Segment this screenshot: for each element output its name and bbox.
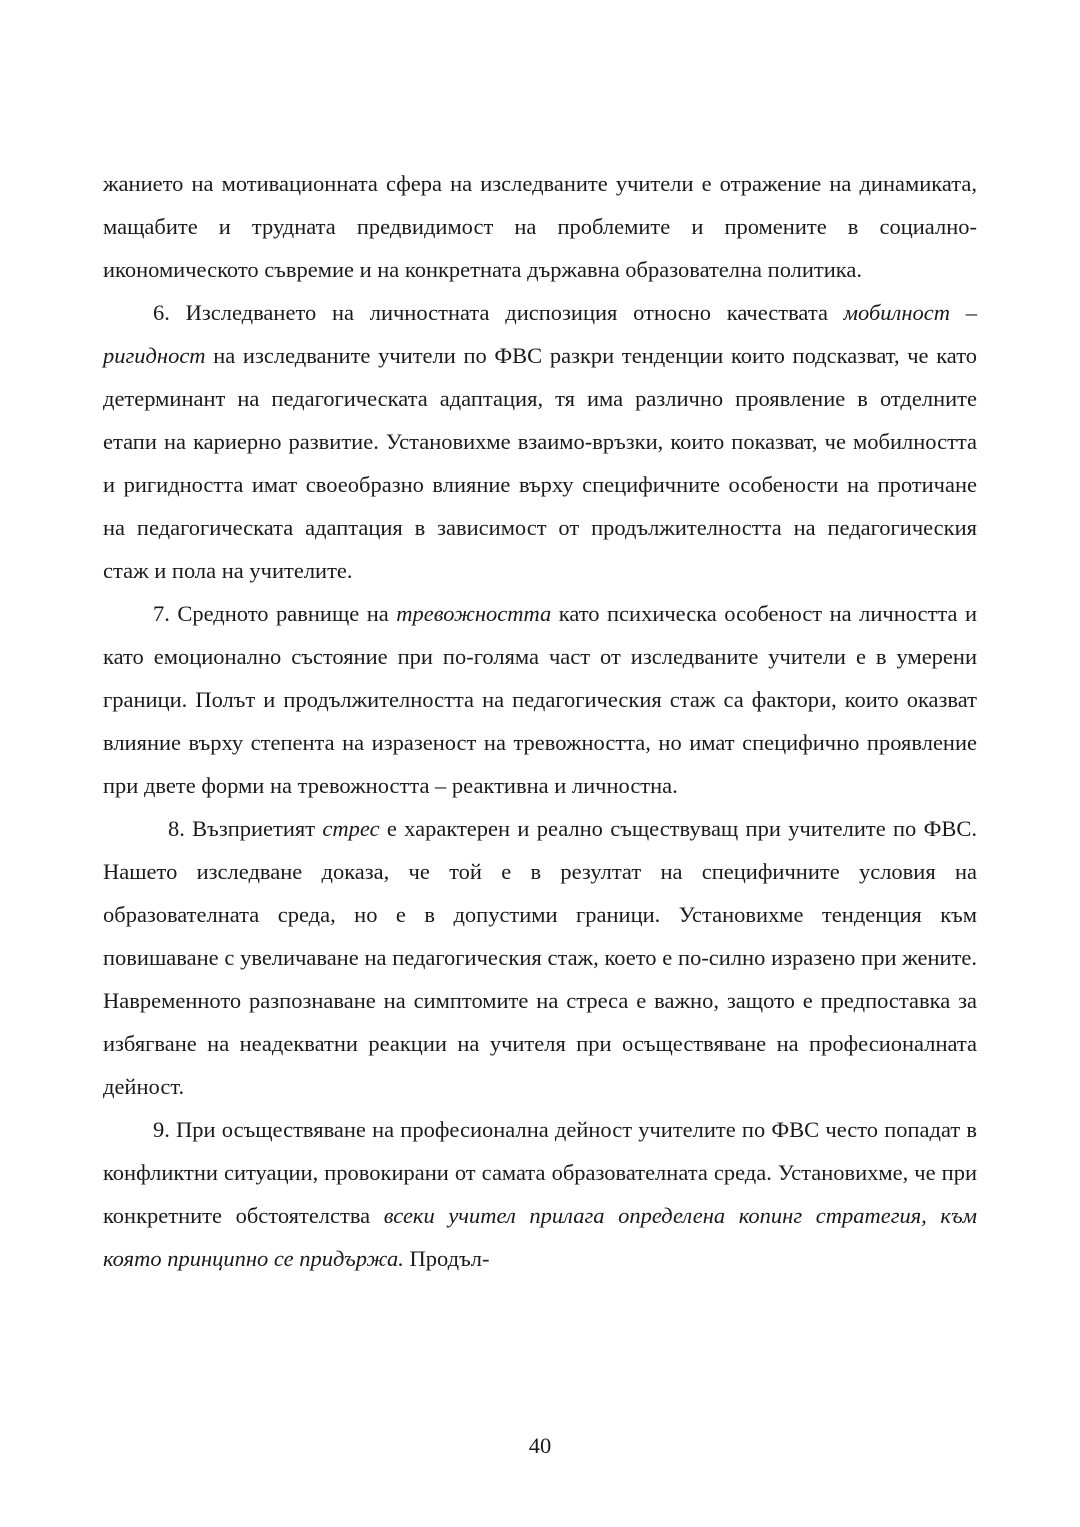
paragraph-text: е характерен и реално съществуващ при учителите по ФВС. Нашето изследване доказа, че той е в резултат на специфичните условия на образователната среда, но е в допустими граници. Установихме тенденция към повишаване с увеличаване на педагогическия стаж, което е по-силно изразено при жените. Навременното разпознаване на симптомите на стреса е важно, защото е предпоставка за избягване на неадекватни реакции на учителя при осъществяване на професионалната дейност. bbox=[103, 816, 978, 1099]
document-body bbox=[103, 162, 977, 1280]
italic-term: тревожността bbox=[396, 601, 552, 626]
paragraph-text: Продъл- bbox=[403, 1246, 490, 1271]
paragraph-5-continuation bbox=[103, 162, 977, 291]
italic-term: стрес bbox=[322, 816, 380, 841]
paragraph-6 bbox=[103, 291, 977, 592]
paragraph-text: 6. Изследването на личностната диспозиция относно качествата bbox=[153, 300, 844, 325]
paragraph-8 bbox=[103, 807, 977, 1108]
paragraph-text: 7. Средното равнище на bbox=[153, 601, 397, 626]
page-number: 40 bbox=[528, 1433, 552, 1458]
paragraph-text: 8. Възприетият bbox=[168, 816, 323, 841]
paragraph-text: 9. При осъществяване на професионална дейност учителите по ФВС често попадат в конфликтни ситуации, провокирани от самата образователната среда. Установихме, че при конкретните обстоятелства bbox=[103, 1117, 977, 1228]
paragraph-text: на изследваните учители по ФВС разкри тенденции които подсказват, че като детерминант на педагогическата адаптация, тя има различно проявление в отделните етапи на кариерно развитие. Установихме взаимо-връзки, които показват, че мобилността и ригидността имат своеобразно влияние върху специфичните особености на протичане на педагогическата адаптация в зависимост от продължителността на педагогическия стаж и пола на учителите. bbox=[103, 343, 977, 583]
paragraph-9 bbox=[103, 1108, 977, 1280]
italic-statement: всеки учител прилага определена копинг стратегия, към която принципно се придържа. bbox=[103, 1203, 977, 1271]
italic-term: мобилност – ригидност bbox=[103, 300, 977, 368]
paragraph-text: жанието на мотивационната сфера на изследваните учители е отражение на динамиката, мащабите и трудната предвидимост на проблемите и промените в социално-икономическото съвремие и на конкретната държавна образователна политика. bbox=[103, 171, 977, 282]
paragraph-text: като психическа особеност на личността и като емоционално състояние при по-голяма част от изследваните учители е в умерени граници. Полът и продължителността на педагогическия стаж са фактори, които оказват влияние върху степента на изразеност на тревожността, но имат специфично проявление при двете форми на тревожността – реактивна и личностна. bbox=[103, 601, 977, 798]
paragraph-7 bbox=[103, 592, 977, 807]
